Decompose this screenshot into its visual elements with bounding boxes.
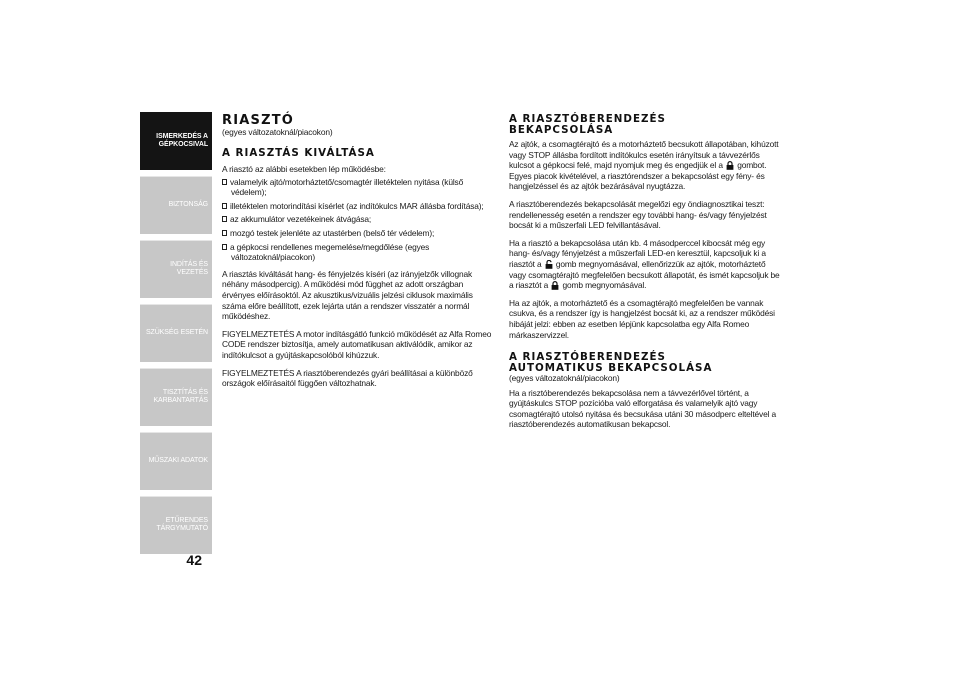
paragraph: Ha a riasztó a bekapcsolása után kb. 4 másodperccel kibocsát még egy hang- és/vagy fényjelzést a műszerfali LED-en keresztül, kapcsoljuk ki a riasztót a gomb megnyomásával, ellenőrizzük az ajtók, motorháztető vagy csomagtérajtó megfelelően becsukott állapotát, és ismét kapcsoljuk be a riasztót a gomb megnyomásával. <box>509 237 780 291</box>
section-heading: A RIASZTÓBERENDEZÉS BEKAPCSOLÁSA <box>509 113 666 136</box>
section-heading: A RIASZTÁS KIVÁLTÁSA <box>222 146 375 159</box>
page-number: 42 <box>186 552 202 568</box>
list-item: az akkumulátor vezetékeinek átvágása; <box>222 214 496 225</box>
tab-szukseg[interactable]: SZÜKSÉG ESETÉN <box>140 304 212 362</box>
checkbox-bullet-icon <box>222 230 227 236</box>
list-item: a gépkocsi rendellenes megemelése/megdőlése (egyes változatoknál/piacokon) <box>222 242 496 263</box>
warning-paragraph: FIGYELMEZTETÉS A motor indításgátló funkció működését az Alfa Romeo CODE rendszer biztosítja, amely automatikusan aktiválódik, amikor az indítókulcsot a gyújtáskapcsolóból kihúzzuk. <box>222 328 492 360</box>
intro-text: A riasztó az alábbi esetekben lép működésbe: <box>222 164 386 175</box>
list-item: illetéktelen motorindítási kísérlet (az indítókulcs MAR állásba fordítása); <box>222 201 496 212</box>
section-subtitle: (egyes változatoknál/piacokon) <box>509 373 620 384</box>
list-item: mozgó testek jelenléte az utastérben (belső tér védelem); <box>222 228 496 239</box>
right-column <box>509 114 783 437</box>
lock-icon <box>726 161 734 170</box>
warning-paragraph: FIGYELMEZTETÉS A riasztóberendezés gyári beállításai a különböző országok előírásaitól függően változhatnak. <box>222 367 473 389</box>
tab-biztonsag[interactable]: BIZTONSÁG <box>140 176 212 234</box>
checkbox-bullet-icon <box>222 216 227 222</box>
tab-targymutato[interactable]: ETŰRENDES TÁRGYMUTATÓ <box>140 496 212 554</box>
tab-inditas[interactable]: INDÍTÁS ÉS VEZETÉS <box>140 240 212 298</box>
checkbox-bullet-icon <box>222 203 227 209</box>
checkbox-bullet-icon <box>222 244 227 250</box>
tab-ismerkedes[interactable]: ISMERKEDÉS A GÉPKOCSIVAL <box>140 112 212 170</box>
paragraph: Ha a risztóberendezés bekapcsolása nem a távvezérlővel történt, a gyújtáskulcs STOP pozícióba való elforgatása és valamelyik ajtó vagy csomagtérajtó utolsó nyitása és becsukása utáni 30 másodperc elteltével a riasztóberendezés automatikusan bekapcsol. <box>509 387 776 430</box>
left-column <box>222 114 496 396</box>
page-title: RIASZTÓ <box>222 113 295 128</box>
unlock-icon <box>545 260 553 269</box>
paragraph: Ha az ajtók, a motorháztető és a csomagtérajtó megfelelően be vannak csukva, és a rendszer így is hangjelzést bocsát ki, az a rendszer működési hibáját jelzi: ebben az esetben lépjünk kapcsolatba egy Alfa Romeo márkaszervizzel. <box>509 297 775 340</box>
paragraph: A riasztás kiváltását hang- és fényjelzés kíséri (az irányjelzők villognak néhány másodpercig). A működési mód függhet az adott országban érvényes előírásoktól. Az akusztikus/vizuális jelzési ciklusok maximális száma előre beállított, ezek lejárta után a rendszer visszatér a normál működéshez. <box>222 268 473 322</box>
paragraph: Az ajtók, a csomagtérajtó és a motorháztető becsukott állapotában, kihúzott vagy STOP állásba fordított indítókulcs esetén irányítsuk a távvezérlős kulcsot a gépkocsi felé, majd nyomjuk meg és engedjük el a gombot. Egyes piacok kivételével, a riasztórendszer a bekapcsolást egy fény- és hangjelzéssel és az ajtók bezárásával nyugtázza. <box>509 139 779 192</box>
paragraph: A riasztóberendezés bekapcsolását megelőzi egy öndiagnosztikai teszt: rendellenesség esetén a rendszer egy további hang- és/vagy fényjelzést bocsát ki a műszerfali LED felvillantásával. <box>509 198 767 231</box>
list-item: valamelyik ajtó/motorháztető/csomagtér illetéktelen nyitása (külső védelem); <box>222 177 496 198</box>
lock-icon <box>551 281 559 290</box>
tab-muszaki[interactable]: MŰSZAKI ADATOK <box>140 432 212 490</box>
tab-tisztitas[interactable]: TISZTÍTÁS ÉS KARBANTARTÁS <box>140 368 212 426</box>
checkbox-bullet-icon <box>222 179 227 185</box>
section-heading: A RIASZTÓBERENDEZÉS AUTOMATIKUS BEKAPCSOLÁSA <box>509 351 713 374</box>
title-subtitle: (egyes változatoknál/piacokon) <box>222 127 333 137</box>
